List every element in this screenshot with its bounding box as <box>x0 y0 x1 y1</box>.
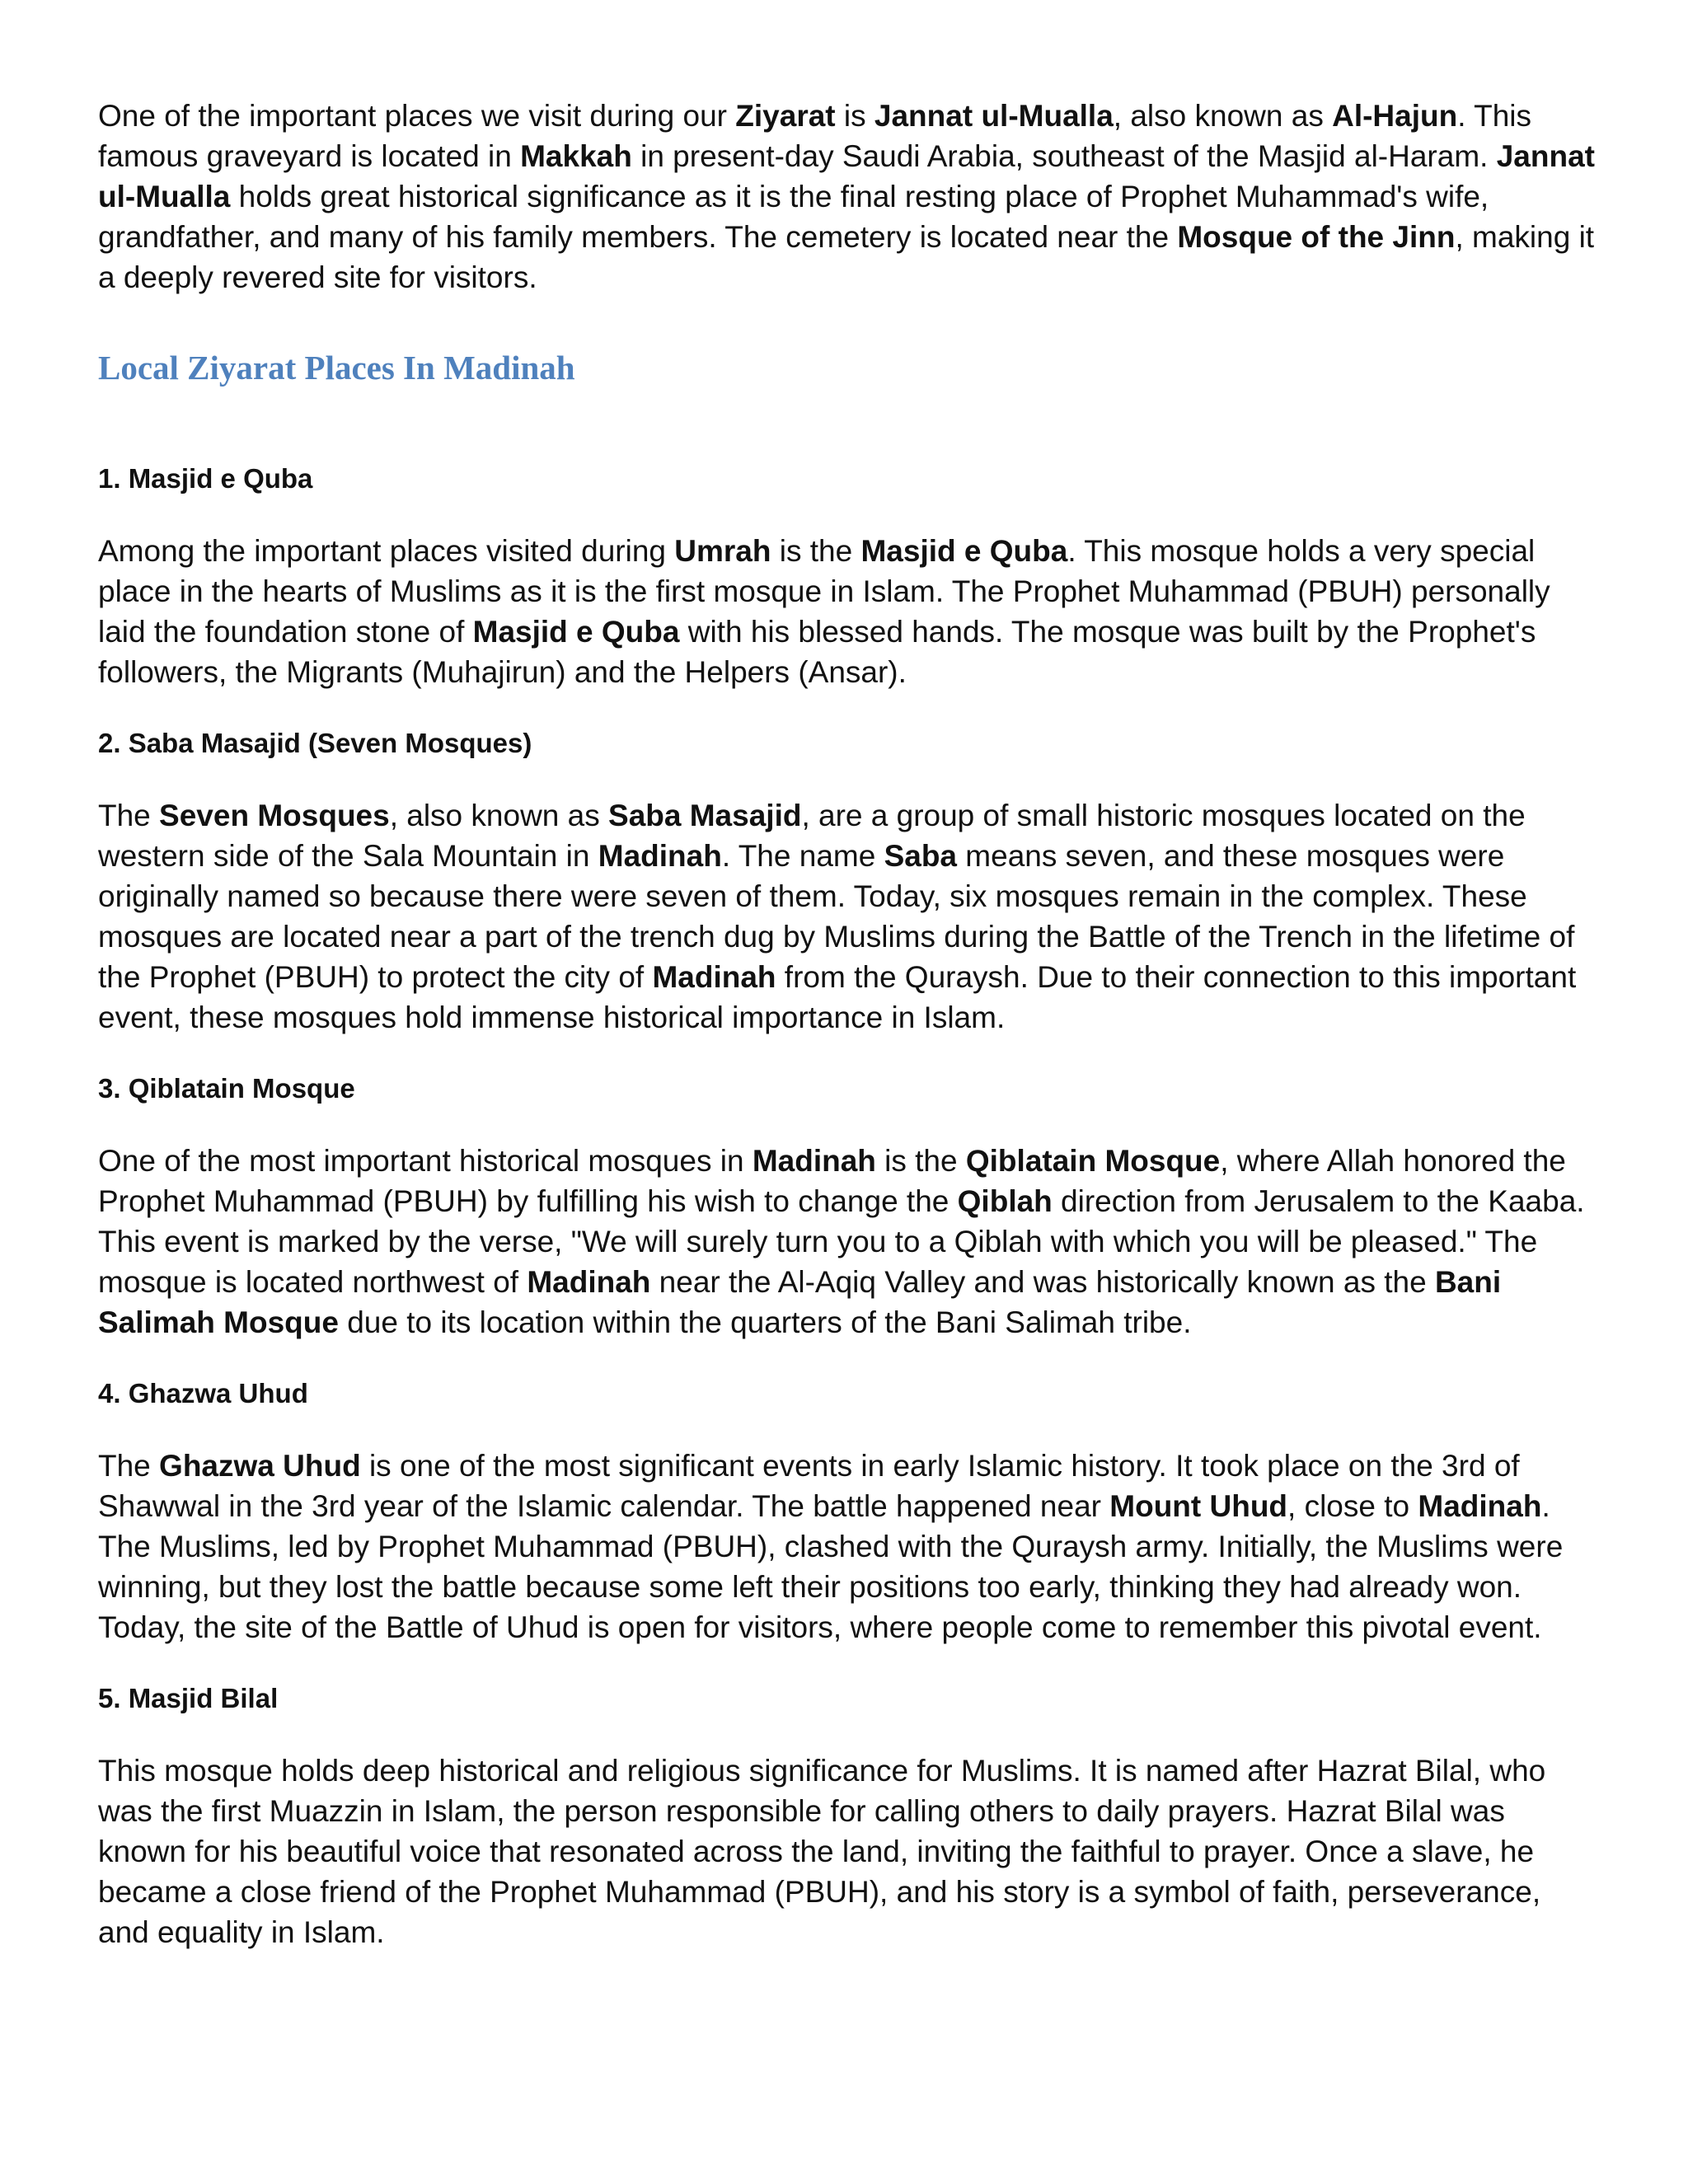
text-run: with his blessed hands. The mosque was built by the Prophet's followers, the Migrants (Muhajirun) and the Helpers (Ansar). <box>98 615 1536 689</box>
item-paragraph <box>98 1446 1598 1647</box>
bold-text: Madinah <box>752 1144 876 1178</box>
item-paragraph <box>98 531 1598 692</box>
bold-text: Umrah <box>674 534 771 568</box>
text-run: Among the important places visited during <box>98 534 675 568</box>
item-paragraph <box>98 795 1598 1038</box>
text-run: is <box>835 99 874 133</box>
text-run: is the <box>771 534 861 568</box>
bold-text: Masjid e Quba <box>472 615 680 649</box>
text-run: near the Al-Aqiq Valley and was historically known as the <box>650 1265 1435 1299</box>
document-page <box>98 96 1598 1987</box>
text-run: . The name <box>721 839 884 873</box>
text-run: The <box>98 1449 160 1483</box>
text-run: direction from Jerusalem to the Kaaba. This event is marked by the verse, "We will surely turn you to a Qiblah with which you will be pleased." The mosque is located northwest of <box>98 1184 1585 1299</box>
text-run: , also known as <box>389 799 609 832</box>
text-run: . The Muslims, led by Prophet Muhammad (PBUH), clashed with the Quraysh army. Initially, the Muslims were winning, but they lost the battle because some left their positions too early, thinking they had already won. Today, the site of the Battle of Uhud is open for visitors, where people come to remember this pivotal event. <box>98 1489 1564 1644</box>
text-run: The <box>98 799 160 832</box>
text-run: in present-day Saudi Arabia, southeast of the Masjid al-Haram. <box>631 139 1497 173</box>
text-run: from the Quraysh. Due to their connection to this important event, these mosques hold immense historical importance in Islam. <box>98 960 1577 1034</box>
item-heading: 2. Saba Masajid (Seven Mosques) <box>98 728 532 758</box>
list-item <box>98 1072 1598 1343</box>
text-run: One of the most important historical mosques in <box>98 1144 753 1178</box>
bold-text: Ziyarat <box>735 99 836 133</box>
bold-text: Makkah <box>520 139 632 173</box>
item-heading: 3. Qiblatain Mosque <box>98 1073 355 1104</box>
item-heading: 1. Masjid e Quba <box>98 463 313 494</box>
text-run: due to its location within the quarters of the Bani Salimah tribe. <box>338 1305 1192 1339</box>
text-run: . This famous graveyard is located in <box>98 99 1532 173</box>
bold-text: Mount Uhud <box>1109 1489 1288 1523</box>
bold-text: Madinah <box>598 839 722 873</box>
text-run: means seven, and these mosques were originally named so because there were seven of them. Today, six mosques remain in the complex. These mosques are located near a part of the trench dug by Muslims during the Battle of the Trench in the lifetime of the Prophet (PBUH) to protect the city of <box>98 839 1575 994</box>
text-run: is one of the most significant events in early Islamic history. It took place on the 3rd of Shawwal in the 3rd year of the Islamic calendar. The battle happened near <box>98 1449 1520 1523</box>
text-run: , also known as <box>1113 99 1333 133</box>
list-item <box>98 1377 1598 1647</box>
bold-text: Madinah <box>1418 1489 1542 1523</box>
bold-text: Al-Hajun <box>1332 99 1458 133</box>
item-paragraph <box>98 1141 1598 1343</box>
bold-text: Bani Salimah Mosque <box>98 1265 1502 1339</box>
text-run: holds great historical significance as it is the final resting place of Prophet Muhammad's wife, grandfather, and many of his family members. The cemetery is located near the <box>98 180 1489 254</box>
text-run: , where Allah honored the Prophet Muhammad (PBUH) by fulfilling his wish to change the <box>98 1144 1566 1218</box>
text-run: This mosque holds deep historical and religious significance for Muslims. It is named after Hazrat Bilal, who was the first Muazzin in Islam, the person responsible for calling others to daily prayers. Hazrat Bilal was known for his beautiful voice that resonated across the land, inviting the faithful to prayer. Once a slave, he became a close friend of the Prophet Muhammad (PBUH), and his story is a symbol of faith, perseverance, and equality in Islam. <box>98 1754 1546 1949</box>
list-item <box>98 1682 1598 1952</box>
bold-text: Ghazwa Uhud <box>159 1449 361 1483</box>
bold-text: Qiblatain Mosque <box>965 1144 1221 1178</box>
bold-text: Jannat ul-Mualla <box>874 99 1114 133</box>
item-paragraph <box>98 1750 1598 1952</box>
intro-paragraph <box>98 96 1598 298</box>
bold-text: Seven Mosques <box>159 799 390 832</box>
bold-text: Saba <box>884 839 958 873</box>
section-heading: Local Ziyarat Places In Madinah <box>98 349 575 387</box>
text-run: One of the important places we visit during our <box>98 99 736 133</box>
item-heading: 4. Ghazwa Uhud <box>98 1378 308 1408</box>
bold-text: Saba Masajid <box>608 799 802 832</box>
bold-text: Jannat ul-Mualla <box>98 139 1595 213</box>
text-run: , are a group of small historic mosques located on the western side of the Sala Mountain in <box>98 799 1526 873</box>
list-item <box>98 727 1598 1038</box>
text-run: is the <box>875 1144 966 1178</box>
bold-text: Madinah <box>527 1265 651 1299</box>
bold-text: Madinah <box>652 960 776 994</box>
list-item <box>98 462 1598 692</box>
text-run: , making it a deeply revered site for visitors. <box>98 220 1595 294</box>
text-run: , close to <box>1287 1489 1418 1523</box>
bold-text: Qiblah <box>957 1184 1053 1218</box>
bold-text: Mosque of the Jinn <box>1177 220 1456 254</box>
item-heading: 5. Masjid Bilal <box>98 1683 279 1713</box>
bold-text: Masjid e Quba <box>860 534 1068 568</box>
text-run: . This mosque holds a very special place in the hearts of Muslims as it is the first mosque in Islam. The Prophet Muhammad (PBUH) personally laid the foundation stone of <box>98 534 1550 649</box>
